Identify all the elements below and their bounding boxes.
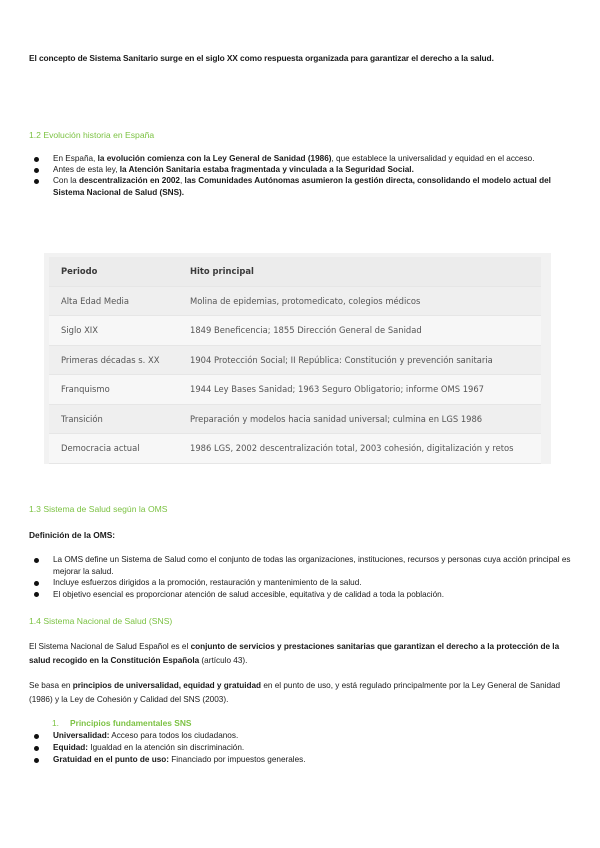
bullet-icon xyxy=(34,168,39,173)
table-row xyxy=(49,375,541,405)
table-cell: 1944 Ley Bases Sanidad; 1963 Seguro Obligatorio; informe OMS 1967 xyxy=(178,375,541,405)
sns-definition-paragraph: El Sistema Nacional de Salud Español es el conjunto de servicios y prestaciones sanitarias que garantizan el derecho a la protección de la salud recogido en la Constitución Española (artículo 43). xyxy=(29,642,560,665)
oms-definition-label: Definición de la OMS: xyxy=(29,530,116,540)
bullet-icon xyxy=(34,558,39,563)
table-row xyxy=(49,345,541,375)
table-cell: Primeras décadas s. XX xyxy=(49,345,178,375)
table-row xyxy=(49,434,541,464)
list-item: La OMS define un Sistema de Salud como el conjunto de todas las organizaciones, instituciones, recursos y personas cuya acción principal es mejorar la salud. xyxy=(29,554,574,577)
history-table-image xyxy=(44,253,551,464)
table-cell: Franquismo xyxy=(49,375,178,405)
table-cell: Democracia actual xyxy=(49,434,178,464)
list-item: Antes de esta ley, la Atención Sanitaria estaba fragmentada y vinculada a la Seguridad Social. xyxy=(29,164,574,175)
table-cell: Alta Edad Media xyxy=(49,286,178,316)
table-header-row xyxy=(49,257,541,286)
column-header-hito: Hito principal xyxy=(178,257,541,286)
history-table xyxy=(49,257,541,464)
bullet-icon xyxy=(34,746,39,751)
bullet-icon xyxy=(34,592,39,597)
bullet-icon xyxy=(34,581,39,586)
table-cell: Transición xyxy=(49,404,178,434)
table-cell: 1986 LGS, 2002 descentralización total, 2003 cohesión, digitalización y retos xyxy=(178,434,541,464)
intro-paragraph: El concepto de Sistema Sanitario surge en el siglo XX como respuesta organizada para garantizar el derecho a la salud. xyxy=(29,53,494,63)
list-item: En España, la evolución comienza con la Ley General de Sanidad (1986), que establece la universalidad y equidad en el acceso. xyxy=(29,153,574,164)
list-item: Incluye esfuerzos dirigidos a la promoción, restauración y mantenimiento de la salud. xyxy=(29,577,574,589)
table-row xyxy=(49,286,541,316)
list-item: Universalidad: Acceso para todos los ciudadanos. xyxy=(29,730,574,742)
list-item: El objetivo esencial es proporcionar atención de salud accesible, equitativa y de calidad a toda la población. xyxy=(29,589,574,601)
bullet-icon xyxy=(34,179,39,184)
table-row xyxy=(49,404,541,434)
table-cell: 1849 Beneficencia; 1855 Dirección General de Sanidad xyxy=(178,316,541,346)
evolution-bullet-list xyxy=(29,153,574,198)
bullet-icon xyxy=(34,734,39,739)
list-item: Gratuidad en el punto de uso: Financiado por impuestos generales. xyxy=(29,754,574,766)
principles-bullet-list xyxy=(29,730,574,766)
table-cell: 1904 Protección Social; II República: Constitución y prevención sanitaria xyxy=(178,345,541,375)
section-heading-1-4: 1.4 Sistema Nacional de Salud (SNS) xyxy=(29,616,173,626)
bullet-icon xyxy=(34,157,39,162)
table-row xyxy=(49,316,541,346)
table-cell: Preparación y modelos hacia sanidad universal; culmina en LGS 1986 xyxy=(178,404,541,434)
table-cell: Molina de epidemias, protomedicato, colegios médicos xyxy=(178,286,541,316)
section-heading-1-2: 1.2 Evolución historia en España xyxy=(29,130,155,140)
numbered-heading-principles: 1. Principios fundamentales SNS xyxy=(52,718,192,728)
table-cell: Siglo XIX xyxy=(49,316,178,346)
section-heading-1-3: 1.3 Sistema de Salud según la OMS xyxy=(29,504,168,514)
sns-principles-paragraph: Se basa en principios de universalidad, equidad y gratuidad en el punto de uso, y está regulado principalmente por la Ley General de Sanidad (1986) y la Ley de Cohesión y Calidad del SNS (2003). xyxy=(29,681,561,704)
list-item: Equidad: Igualdad en la atención sin discriminación. xyxy=(29,742,574,754)
oms-bullet-list xyxy=(29,554,574,600)
bullet-icon xyxy=(34,758,39,763)
list-item: Con la descentralización en 2002, las Comunidades Autónomas asumieron la gestión directa, consolidando el modelo actual del Sistema Nacional de Salud (SNS). xyxy=(29,175,574,197)
column-header-periodo: Periodo xyxy=(49,257,178,286)
